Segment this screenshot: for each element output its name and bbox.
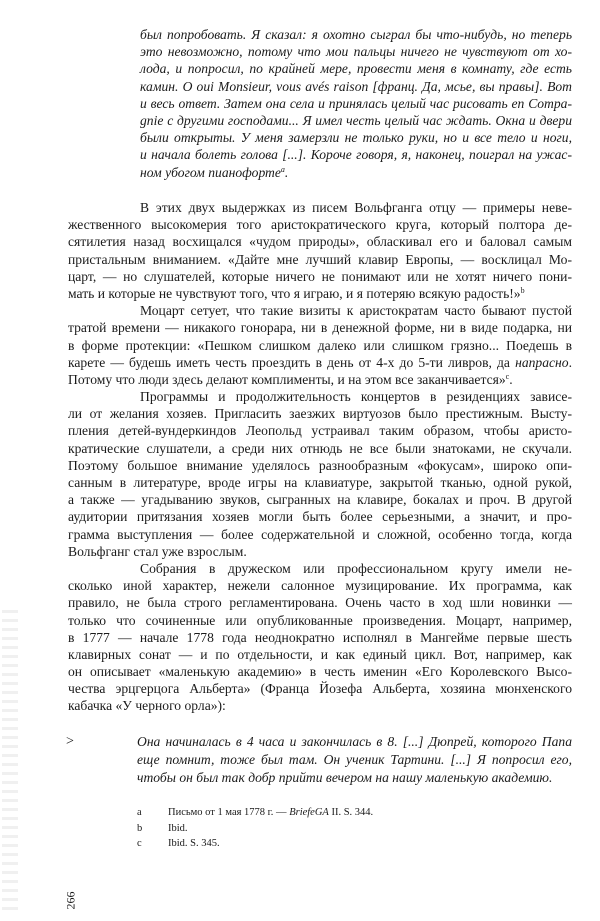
text-line bbox=[68, 337, 572, 354]
paragraph bbox=[68, 560, 572, 715]
text-line bbox=[68, 388, 572, 405]
footnote-ref[interactable]: a bbox=[280, 164, 285, 174]
quote-marker: > bbox=[66, 734, 74, 749]
text-line bbox=[137, 733, 572, 751]
text-line bbox=[68, 612, 572, 629]
text-segment: тратой времени — никакого гонорара, ни в денежной форме, ни в виде подарка, ни bbox=[68, 320, 572, 336]
text-segment: ном убогом пианофорте bbox=[140, 164, 281, 180]
text-segment: gnie с другими господами... Я имел честь целый час ждать. Окна и двери bbox=[140, 112, 572, 128]
text-segment: Вольфганг стал уже взрослым. bbox=[68, 543, 247, 559]
text-segment: аудитории притязания хозяев могли быть более серьезными, а значит, и про- bbox=[68, 509, 572, 525]
text-segment: кратические слушатели, а среди них отнюдь не все были знатоками, не скучали. bbox=[68, 440, 572, 456]
text-segment: царт, — но слушателей, которые ничего не понимают или не хотят ничего пони- bbox=[68, 268, 572, 284]
text-segment: Моцарт сетует, что такие визиты к аристократам часто бывают пустой bbox=[140, 303, 572, 319]
text-segment: кабачка «У черного орла»): bbox=[68, 698, 226, 714]
text-segment: чества эрцгерцога Альберта» (Франца Йозефа Альберта, хозяина мюнхенского bbox=[68, 681, 572, 697]
text-line bbox=[137, 769, 572, 787]
footnote-label: a bbox=[137, 807, 142, 818]
text-segment: . bbox=[568, 354, 572, 370]
text-line bbox=[68, 491, 572, 508]
text-line bbox=[68, 457, 572, 474]
text-segment: ли от желания хозяев. Пригласить заезжих виртуозов было престижным. Высту- bbox=[68, 406, 572, 422]
text-line bbox=[137, 751, 572, 769]
text-line bbox=[68, 629, 572, 646]
text-line bbox=[140, 129, 572, 146]
text-segment: напрасно bbox=[515, 354, 569, 370]
footnote-source: BriefeGA bbox=[289, 807, 329, 818]
text-line bbox=[68, 474, 572, 491]
text-segment: клавирных сонат — и по отдельности, и как единый цикл. Вот, например, как bbox=[68, 646, 572, 662]
text-segment: . bbox=[509, 371, 513, 387]
text-line bbox=[68, 251, 572, 268]
text-line bbox=[68, 646, 572, 663]
text-segment: и начала болеть голова [...]. Короче говоря, я, наконец, поиграл на ужас- bbox=[140, 147, 572, 163]
text-line bbox=[68, 302, 572, 319]
text-segment: и весь ответ. Затем она села и принялась целый час рисовать en Compa- bbox=[140, 95, 572, 111]
text-segment: чтобы он был так добр прийти вечером на нашу маленькую академию. bbox=[137, 770, 553, 785]
text-line bbox=[68, 422, 572, 439]
text-line bbox=[68, 268, 572, 285]
text-segment: сятилетия назад восхищался «чудом природы», обласкивал его и баловал самым bbox=[68, 234, 572, 250]
text-line bbox=[140, 95, 572, 112]
text-segment: в 1777 — начале 1778 года неоднократно исполнял в Мангейме первые шесть bbox=[68, 629, 572, 645]
text-segment: еще помнит, тоже был там. Он ученик Тартини. [...] Я попросил его, bbox=[137, 752, 572, 767]
text-line bbox=[68, 285, 572, 302]
text-segment: он описывает «маленькую академию» в честь именин «Его Королевского Высо- bbox=[68, 664, 572, 680]
text-segment: это невозможно, потому что мои пальцы ничего не чувствуют от хо- bbox=[140, 44, 572, 60]
body-text bbox=[68, 199, 572, 715]
footnotes bbox=[137, 805, 373, 852]
text-line bbox=[140, 43, 572, 60]
text-line bbox=[68, 560, 572, 577]
footnote bbox=[137, 821, 373, 837]
text-segment: пления детей-вундеркиндов Леопольд устраивал таким образом, чтобы аристо- bbox=[68, 423, 572, 439]
footnote-text: Ibid. bbox=[168, 822, 188, 834]
footnote-tail: II. S. 344. bbox=[328, 807, 374, 818]
footnote-ref[interactable]: c bbox=[505, 371, 510, 381]
text-line bbox=[140, 164, 572, 181]
text-segment: грамма выступления — более содержательной и сложной, особенно тогда, когда bbox=[68, 526, 572, 542]
text-line bbox=[68, 233, 572, 250]
footnote bbox=[137, 805, 373, 821]
footnote bbox=[137, 836, 373, 852]
text-segment: а также — угадыванию звуков, сыгранных на клавире, бокалах и проч. В другой bbox=[68, 492, 572, 508]
text-segment: был попробовать. Я сказал: я охотно сыграл бы что-нибудь, но теперь bbox=[140, 27, 572, 42]
scan-bleed-through bbox=[2, 610, 18, 910]
page-number: 266 bbox=[63, 891, 78, 910]
paragraph bbox=[68, 302, 572, 388]
text-segment: Потому что люди здесь делают комплименты, и на этом все заканчивается» bbox=[68, 371, 506, 387]
text-line bbox=[68, 199, 572, 216]
blockquote bbox=[137, 733, 572, 787]
text-segment: жественного высокомерия того аристократического круга, который полтора де- bbox=[68, 217, 572, 233]
text-line bbox=[68, 354, 572, 371]
text-segment: Собрания в дружеском или профессиональном кругу имели не- bbox=[140, 560, 572, 576]
text-line bbox=[68, 697, 572, 714]
text-line bbox=[68, 594, 572, 611]
text-line bbox=[68, 440, 572, 457]
text-line bbox=[140, 146, 572, 163]
paragraph bbox=[68, 388, 572, 560]
text-segment: только что сочиненные или опубликованные произведения. Моцарт, например, bbox=[68, 612, 572, 628]
text-line bbox=[140, 26, 572, 43]
text-segment: . bbox=[284, 164, 289, 180]
text-line bbox=[68, 526, 572, 543]
text-line bbox=[68, 663, 572, 680]
footnote-label: b bbox=[137, 822, 143, 834]
text-segment: Поэтому большое внимание уделялось разнообразным «фокусам», широко опи- bbox=[68, 457, 572, 473]
text-line bbox=[68, 508, 572, 525]
paragraph bbox=[68, 199, 572, 302]
text-segment: в форме протекции: «Пешком слишком далеко или слишком грязно... Поедешь в bbox=[68, 337, 572, 353]
text-segment: мать и которые не чувствуют того, что я играю, и я потеряю всякую радость!» bbox=[68, 285, 521, 301]
text-segment: сколько иной характер, нежели салонное музицирование. Их программа, как bbox=[68, 578, 572, 594]
footnote-label: c bbox=[137, 838, 142, 849]
text-segment: карете — будешь иметь честь проездить в день от 4-х до 5-ти ливров, да bbox=[68, 354, 516, 370]
text-line bbox=[68, 371, 572, 388]
footnote-text: Ibid. S. 345. bbox=[168, 838, 220, 849]
footnote-text: Письмо от 1 мая 1778 г. — bbox=[168, 807, 290, 818]
text-line bbox=[68, 543, 572, 560]
text-line bbox=[68, 319, 572, 336]
text-line bbox=[140, 78, 572, 95]
text-line bbox=[140, 60, 572, 77]
footnote-ref[interactable]: b bbox=[520, 285, 525, 295]
text-line bbox=[68, 680, 572, 697]
text-segment: камин. О oui Monsieur, vous avés raison [франц. Да, мсье, вы правы]. Вот bbox=[140, 78, 572, 94]
text-segment: были открыты. У меня замерзли не только руки, но и все тело и ноги, bbox=[140, 130, 572, 146]
text-segment: лода, и попросил, по крайней мере, провести меня в комнату, где есть bbox=[140, 61, 572, 77]
text-line bbox=[68, 577, 572, 594]
text-line bbox=[68, 405, 572, 422]
text-segment: Программы и продолжительность концертов в резиденциях зависе- bbox=[140, 389, 572, 405]
text-segment: пристальным вниманием. «Дайте мне лучший клавир Европы, — восклицал Мо- bbox=[68, 251, 572, 267]
text-line bbox=[140, 112, 572, 129]
text-line bbox=[68, 216, 572, 233]
text-segment: Она начиналась в 4 часа и закончилась в 8. [...] Дюпрей, которого Папа bbox=[137, 734, 572, 749]
text-segment: санным в литературе, вроде игры на клавиатуре, закрытой тканью, одной рукой, bbox=[68, 475, 572, 490]
text-segment: В этих двух выдержках из писем Вольфганга отцу — примеры неве- bbox=[140, 200, 572, 215]
text-segment: правило, не была строго регламентирована. Очень часто в ход шли новинки — bbox=[68, 595, 572, 611]
quotation-top bbox=[140, 26, 572, 181]
